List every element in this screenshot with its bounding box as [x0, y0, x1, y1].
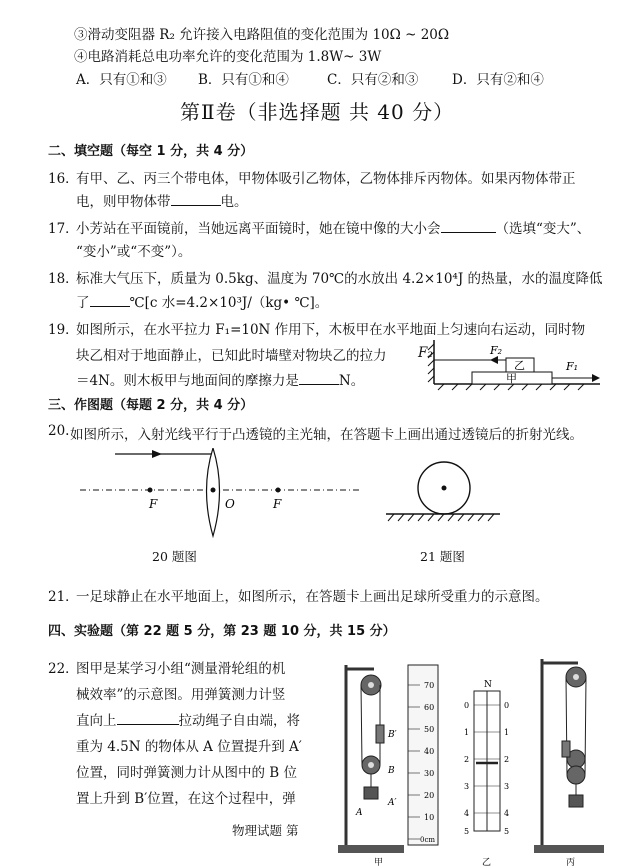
q19-figure: [410, 338, 610, 394]
q22-line4: 重为 4.5N 的物体从 A 位置提升到 A′: [76, 739, 302, 755]
q17-text-line1: 小芳站在平面镜前，当她远离平面镜时，她在镜中像的大小会 （选填“变大”、: [76, 221, 591, 237]
q20-number: 20.: [48, 423, 70, 439]
label-f2: F₂: [490, 344, 503, 357]
option-b: B．只有①和④: [198, 72, 289, 88]
q18-number: 18．: [48, 271, 79, 287]
label-fig-yi: 乙: [482, 858, 492, 868]
ruler-tick-40: 40: [424, 747, 435, 756]
ray-arrow-icon: [152, 450, 162, 458]
gauge-tick-0-right: 0: [504, 701, 510, 710]
option-a: A．只有①和③: [76, 72, 167, 88]
q18-text-line1: 标准大气压下，质量为 0.5kg、温度为 70℃的水放出 4.2×10⁴J 的热量，水的温度降低: [76, 271, 603, 287]
q19-text-line1: 如图所示，在水平拉力 F₁=10N 作用下，木板甲在水平地面上匀速向右运动，同时物: [76, 322, 586, 338]
gauge-tick-0: 0: [464, 701, 470, 710]
fig21-caption: 21 题图: [420, 549, 465, 564]
gauge-tick-1-right: 1: [504, 728, 510, 737]
gauge-tick-5-right: 5: [504, 827, 510, 836]
gauge-tick-2-right: 2: [504, 755, 510, 764]
focus-right-dot: [276, 488, 281, 493]
q20-lens-figure: [80, 448, 360, 543]
stand-base-jia: [338, 845, 404, 853]
prev-item-3: ③滑动变阻器 R₂ 允许接入电路阻值的变化范围为 10Ω ~ 20Ω: [74, 27, 450, 43]
q16-answer-blank: [171, 192, 221, 206]
optical-center-dot: [211, 488, 216, 493]
q21-number: 21．: [48, 589, 79, 605]
label-fig-bing: 丙: [566, 858, 576, 868]
q18-answer-blank: [90, 293, 130, 307]
ruler-tick-50: 50: [424, 725, 435, 734]
label-yi: 乙: [514, 359, 525, 372]
label-a: A: [356, 808, 363, 818]
q22-line1: 图甲是某学习小组“测量滑轮组的机: [76, 661, 286, 677]
option-c: C．只有②和③: [327, 72, 419, 88]
ruler-tick-0: 0cm: [420, 836, 436, 844]
focus-left-dot: [148, 488, 153, 493]
weight-bing: [569, 795, 583, 807]
spring-scale-jia: [376, 725, 384, 743]
ruler-tick-30: 30: [424, 769, 435, 778]
weight-jia: [364, 787, 378, 799]
q22-line5: 位置，同时弹簧测力计从图中的 B 位: [76, 765, 298, 781]
section-fill-blank: 二、填空题（每空 1 分，共 4 分）: [48, 144, 254, 159]
ball-center-dot: [442, 486, 447, 491]
gauge-tick-4: 4: [464, 809, 470, 818]
gauge-tick-3: 3: [464, 782, 470, 791]
label-b: B: [388, 766, 395, 776]
q22-line6: 置上升到 B′位置，在这个过程中，弹: [76, 791, 296, 807]
gauge-unit: N: [484, 680, 492, 690]
ruler-tick-60: 60: [424, 703, 435, 712]
q19-text-line2: 块乙相对于地面静止，已知此时墙壁对物块乙的拉力: [76, 348, 387, 364]
q16-text-line2: 电，则甲物体带 电。: [76, 194, 248, 210]
part2-title: 第Ⅱ卷（非选择题 共 40 分）: [180, 100, 455, 124]
q20-text-line1: 如图所示，入射光线平行于凸透镜的主光轴，在答题卡上画出通过透镜后的折射光线。: [70, 427, 583, 443]
gauge-tick-1: 1: [464, 728, 470, 737]
q19-side-f2-label: F₂: [418, 345, 433, 361]
q19-number: 19．: [48, 322, 79, 338]
gauge-tick-4-right: 4: [504, 809, 510, 818]
prev-item-4: ④电路消耗总电功率允许的变化范围为 1.8W~ 3W: [74, 49, 382, 65]
label-fig-jia: 甲: [374, 858, 384, 868]
page-footer: 物理试题 第: [232, 823, 299, 838]
q22-pulley-figures: [316, 655, 626, 868]
q22-line3: 直向上 拉动绳子自由端，将: [76, 713, 300, 729]
q19-answer-blank: [299, 371, 339, 385]
label-focus-left: F: [149, 497, 158, 511]
label-focus-right: F: [273, 497, 282, 511]
gauge-tick-3-right: 3: [504, 782, 510, 791]
q17-text-line2: “变小”或“不变”）。: [76, 244, 192, 260]
spring-scale-bing: [562, 741, 570, 757]
ruler-tick-20: 20: [424, 791, 435, 800]
q19-text-line3: ＝4N。则木板甲与地面间的摩擦力是 N。: [76, 373, 365, 389]
label-a-prime: A′: [388, 798, 397, 808]
q21-ball-figure: [384, 458, 504, 530]
label-b-prime: B′: [388, 730, 397, 740]
q16-text-line1: 有甲、乙、丙三个带电体，甲物体吸引乙物体，乙物体排斥丙物体。如果丙物体带正: [76, 171, 576, 187]
q18-text-line2: 了 ℃[c 水=4.2×10³J/（kg• ℃]。: [76, 295, 329, 311]
gauge-tick-2: 2: [464, 755, 470, 764]
q22-number: 22．: [48, 661, 79, 677]
section-drawing: 三、作图题（每题 2 分，共 4 分）: [48, 398, 254, 413]
label-jia: 甲: [506, 372, 517, 385]
ruler-tick-10: 10: [424, 813, 435, 822]
gauge-tick-5: 5: [464, 827, 470, 836]
q21-text-line1: 一足球静止在水平地面上，如图所示，在答题卡上画出足球所受重力的示意图。: [76, 589, 549, 605]
q16-number: 16．: [48, 171, 79, 187]
movable-pulley-bing-2: [567, 766, 585, 784]
option-d: D．只有②和④: [452, 72, 544, 88]
stand-base-bing: [534, 845, 604, 853]
label-optical-center: O: [225, 497, 235, 511]
q22-answer-blank: [117, 711, 179, 725]
ruler-tick-70: 70: [424, 681, 435, 690]
label-f1: F₁: [566, 360, 579, 373]
q22-line2: 械效率”的示意图。用弹簧测力计竖: [76, 687, 286, 703]
fig20-caption: 20 题图: [152, 549, 197, 564]
section-experiment: 四、实验题（第 22 题 5 分，第 23 题 10 分，共 15 分）: [48, 624, 396, 639]
q17-answer-blank: [441, 219, 496, 233]
q17-number: 17．: [48, 221, 79, 237]
